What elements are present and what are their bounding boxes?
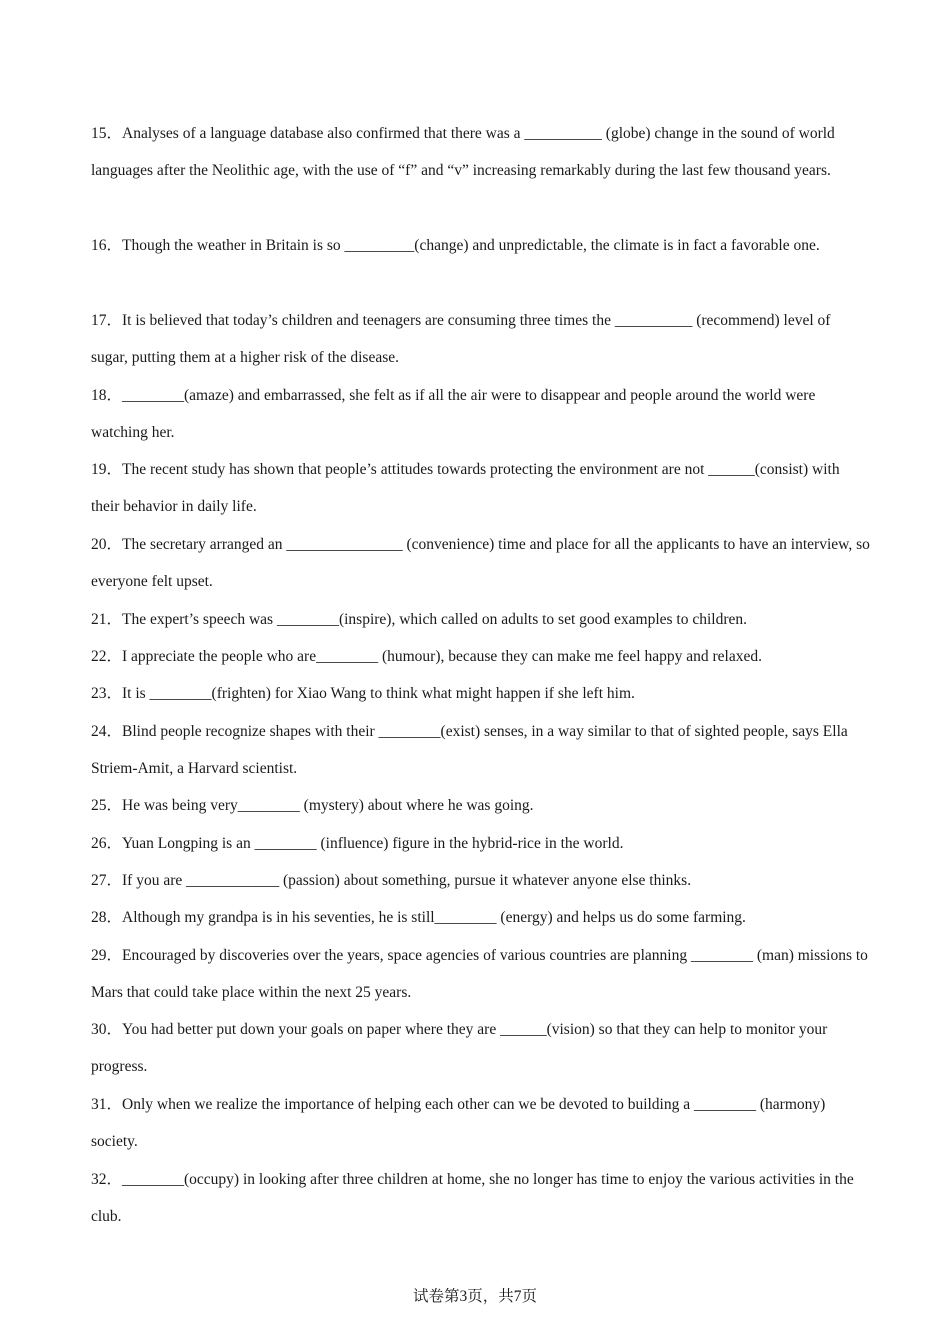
question-29: 29．Encouraged by discoveries over the years, space agencies of various countries are planning ________ (man) missions to Mars that could take place within the next 25 years. [91, 947, 868, 1002]
question-30: 30．You had better put down your goals on paper where they are ______(vision) so that they can help to monitor your progress. [91, 1021, 828, 1076]
question-27: 27．If you are ____________ (passion) about something, pursue it whatever anyone else thinks. [91, 872, 692, 889]
question-32: 32．________(occupy) in looking after three children at home, she no longer has time to enjoy the various activities in the club. [91, 1171, 854, 1226]
question-22: 22．I appreciate the people who are________ (humour), because they can make me feel happy and relaxed. [91, 648, 762, 665]
question-19: 19．The recent study has shown that people’s attitudes towards protecting the environment are not ______(consist) with their behavior in daily life. [91, 461, 840, 516]
question-25: 25．He was being very________ (mystery) about where he was going. [91, 797, 534, 814]
question-16: 16．Though the weather in Britain is so _________(change) and unpredictable, the climate is in fact a favorable one. [91, 237, 820, 254]
question-26: 26．Yuan Longping is an ________ (influence) figure in the hybrid-rice in the world. [91, 835, 624, 852]
question-21: 21．The expert’s speech was ________(inspire), which called on adults to set good examples to children. [91, 611, 748, 628]
question-15: 15．Analyses of a language database also confirmed that there was a __________ (globe) change in the sound of world languages after the Neolithic age, with the use of “f” and “v” increasing remarkably during the last few thousand years. [91, 125, 835, 180]
question-18: 18．________(amaze) and embarrassed, she felt as if all the air were to disappear and people around the world were watching her. [91, 387, 816, 442]
question-20: 20．The secretary arranged an _______________ (convenience) time and place for all the applicants to have an interview, so everyone felt upset. [91, 536, 870, 591]
question-28: 28．Although my grandpa is in his seventies, he is still________ (energy) and helps us do some farming. [91, 909, 746, 926]
page-footer: 试卷第3页，共7页 [412, 1288, 537, 1305]
question-24: 24．Blind people recognize shapes with their ________(exist) senses, in a way similar to that of sighted people, says Ella Striem-Amit, a Harvard scientist. [91, 723, 848, 778]
question-17: 17．It is believed that today’s children and teenagers are consuming three times the __________ (recommend) level of sugar, putting them at a higher risk of the disease. [91, 312, 831, 367]
question-31: 31．Only when we realize the importance of helping each other can we be devoted to building a ________ (harmony) society. [91, 1096, 826, 1151]
question-23: 23．It is ________(frighten) for Xiao Wang to think what might happen if she left him. [91, 685, 635, 702]
